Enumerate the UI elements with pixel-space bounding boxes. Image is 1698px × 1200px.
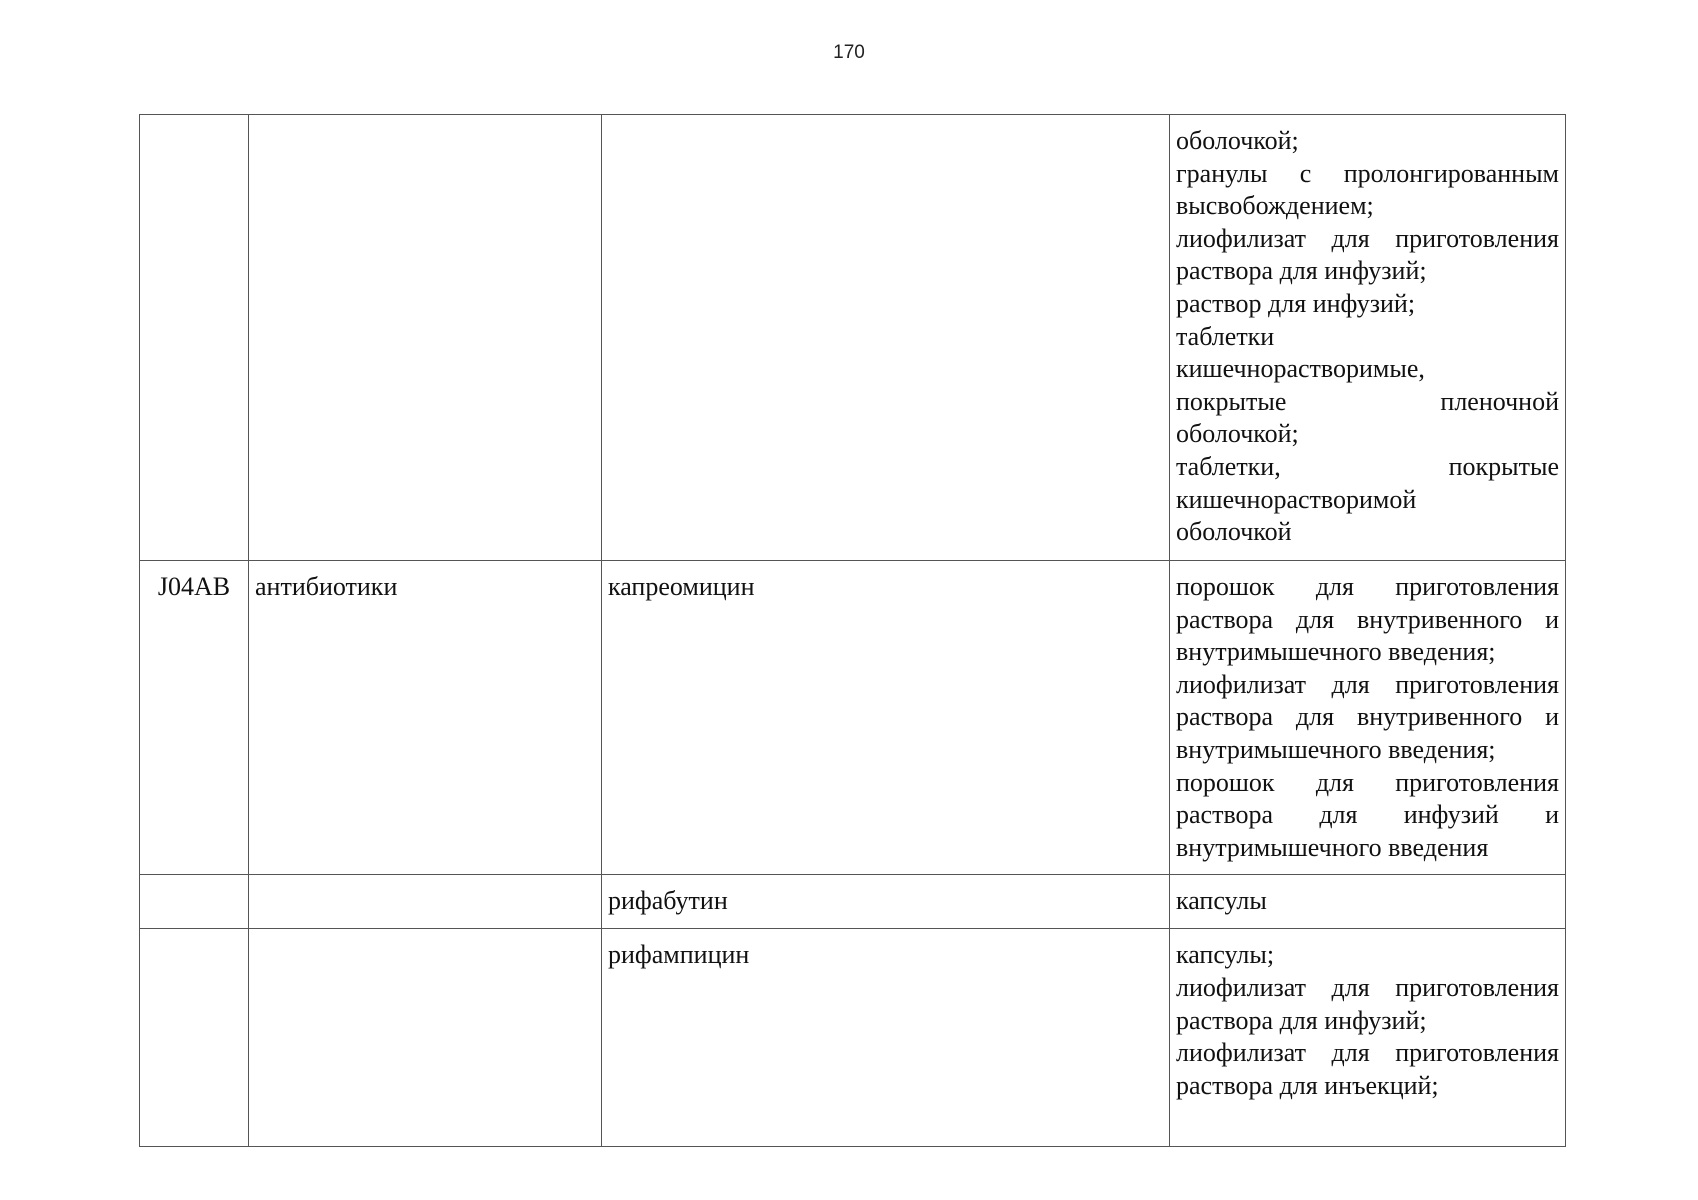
dosage-form-line: раствора для внутривенного и (1176, 604, 1559, 634)
drug-name-cell (602, 115, 1170, 561)
dosage-form-line: порошок для приготовления (1176, 572, 1559, 601)
atc-code-cell (140, 115, 249, 561)
table-row (140, 929, 1566, 1147)
dosage-forms-cell (1170, 875, 1566, 929)
drug-name-cell: рифампицин (602, 929, 1170, 1147)
table-row (140, 875, 1566, 929)
dosage-form-line: раствора для инфузий; (1176, 1005, 1427, 1035)
table-row (140, 115, 1566, 561)
dosage-form-line: внутримышечного введения (1176, 832, 1489, 862)
dosage-form-line: оболочкой (1176, 517, 1292, 547)
dosage-form-line: таблетки (1176, 321, 1275, 351)
dosage-form-line: покрытые пленочной (1176, 386, 1559, 416)
dosage-form-line: лиофилизат для приготовления (1176, 1038, 1559, 1068)
pharmacological-group-cell (249, 875, 602, 929)
dosage-form-line: лиофилизат для приготовления (1176, 972, 1559, 1002)
dosage-form-line: кишечнорастворимой (1176, 484, 1417, 514)
dosage-form-line: раствора для инъекций; (1176, 1070, 1439, 1100)
table-body (140, 115, 1566, 1147)
dosage-form-line: высвобождением; (1176, 191, 1374, 221)
dosage-form-line: лиофилизат для приготовления (1176, 223, 1559, 253)
dosage-form-line: оболочкой; (1176, 419, 1299, 449)
dosage-form-line: гранулы с пролонгированным (1176, 158, 1559, 188)
drug-name-cell: рифабутин (602, 875, 1170, 929)
drug-name-cell: капреомицин (602, 561, 1170, 875)
dosage-form-line: внутримышечного введения; (1176, 734, 1496, 764)
table-row (140, 561, 1566, 875)
pharmacological-group-cell (249, 929, 602, 1147)
dosage-form-line: капсулы (1176, 886, 1267, 916)
dosage-form-line: раствор для инфузий; (1176, 288, 1416, 318)
pharmacological-group-cell (249, 115, 602, 561)
dosage-form-line: раствора для инфузий; (1176, 256, 1427, 286)
dosage-form-line: лиофилизат для приготовления (1176, 669, 1559, 699)
page-number: 170 (833, 42, 865, 63)
dosage-form-line: капсулы; (1176, 940, 1275, 970)
drug-table (139, 114, 1566, 1147)
dosage-forms-cell (1170, 929, 1566, 1147)
dosage-form-line: порошок для приготовления (1176, 767, 1559, 797)
dosage-form-line: кишечнорастворимые, (1176, 354, 1425, 384)
dosage-form-line: внутримышечного введения; (1176, 637, 1496, 667)
pharmacological-group-cell: антибиотики (249, 561, 602, 875)
dosage-form-line: раствора для внутривенного и (1176, 702, 1559, 732)
atc-code-cell (140, 875, 249, 929)
dosage-form-line: раствора для инфузий и (1176, 800, 1559, 830)
dosage-forms-cell (1170, 115, 1566, 561)
dosage-form-line: таблетки, покрытые (1176, 451, 1559, 481)
dosage-form-line: оболочкой; (1176, 126, 1299, 155)
dosage-forms-cell (1170, 561, 1566, 875)
atc-code-cell: J04AB (140, 561, 249, 875)
atc-code-cell (140, 929, 249, 1147)
